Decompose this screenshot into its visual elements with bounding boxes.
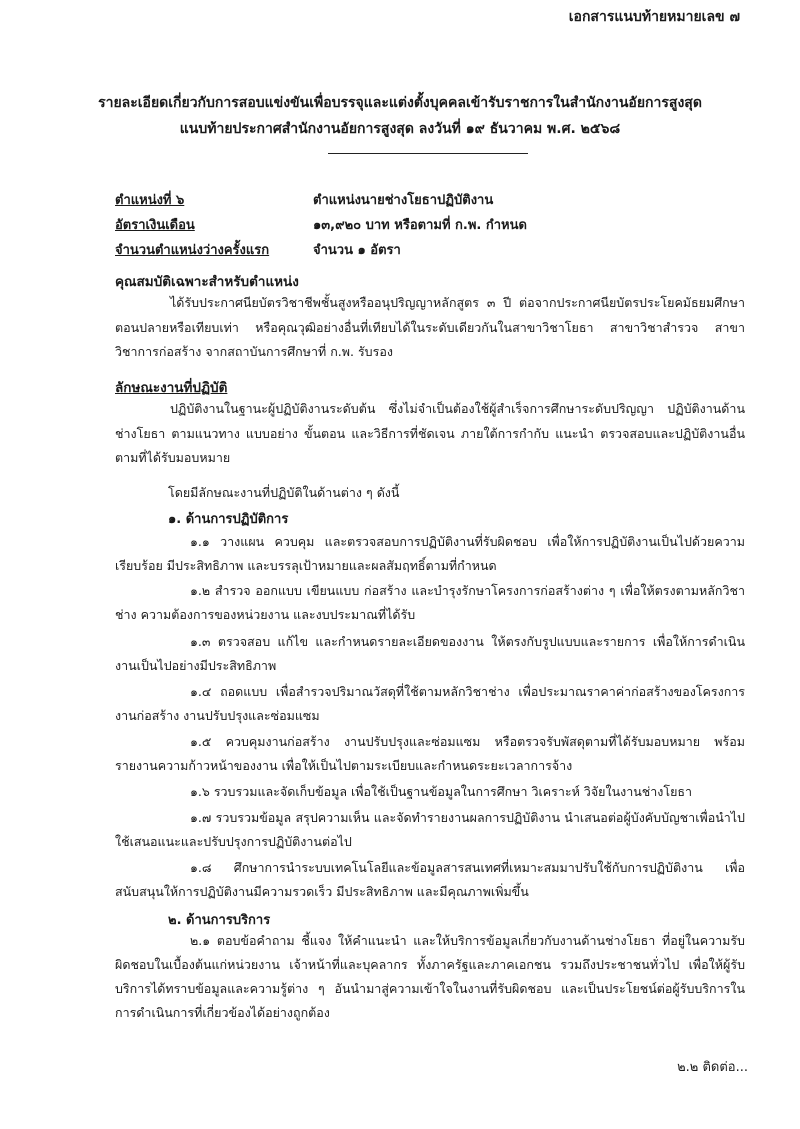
duty-item-1-5: ๑.๕ ควบคุมงานก่อสร้าง งานปรับปรุงและซ่อมแซม หรือตรวจรับพัสดุตามที่ได้รับมอบหมาย พร้อมรายงานความก้าวหน้าของงาน เพื่อให้เป็นไปตามระเบียบและกำหนดระยะเวลาการจ้าง (115, 734, 745, 773)
qualification-text: ได้รับประกาศนียบัตรวิชาชีพชั้นสูงหรืออนุปริญญาหลักสูตร ๓ ปี ต่อจากประกาศนียบัตรประโยคมัธยมศึกษาตอนปลายหรือเทียบเท่า หรือคุณวุฒิอย่างอื่นที่เทียบได้ในระดับเดียวกันในสาขาวิชาโยธา สาขาวิชาสำรวจ สาขาวิชาการก่อสร้าง จากสถาบันการศึกษาที่ ก.พ. รับรอง (115, 295, 745, 359)
salary-label: อัตราเงินเดือน (115, 218, 195, 233)
title-divider (328, 153, 528, 154)
service-item-2-1: ๒.๑ ตอบข้อคำถาม ชี้แจง ให้คำแนะนำ และให้บริการข้อมูลเกี่ยวกับงานด้านช่างโยธา ที่อยู่ในความรับผิดชอบในเบื้องต้นแก่หน่วยงาน เจ้าหน้าที่และบุคลากร ทั้งภาครัฐและภาคเอกชน รวมถึงประชาชนทั่วไป เพื่อให้ผู้รับบริการได้ทราบข้อมูลและความรู้ต่าง ๆ อันนำมาสู่ความเข้าใจในงานที่รับผิดชอบ และเป็นประโยชน์ต่อผู้รับบริการในการดำเนินการที่เกี่ยวข้องได้อย่างถูกต้อง (115, 933, 745, 1020)
duty-item-1-7: ๑.๗ รวบรวมข้อมูล สรุปความเห็น และจัดทำรายงานผลการปฏิบัติงาน นำเสนอต่อผู้บังคับบัญชาเพื่อนำไปใช้เสนอแนะและปรับปรุงการปฏิบัติงานต่อไป (115, 810, 745, 849)
section1-title: ๑. ด้านการปฏิบัติการ (168, 512, 289, 527)
document-title-line2: แนบท้ายประกาศสำนักงานอัยการสูงสุด ลงวันที่ ๑๙ ธันวาคม พ.ศ. ๒๕๖๘ (179, 121, 621, 137)
position-number-label: ตำแหน่งที่ ๖ (115, 193, 185, 208)
vacancy-label: จำนวนตำแหน่งว่างครั้งแรก (115, 243, 270, 258)
duty-item-1-8: ๑.๘ ศึกษาการนำระบบเทคโนโลยีและข้อมูลสารสนเทศที่เหมาะสมมาปรับใช้กับการปฏิบัติงาน เพื่อสนับสนุนให้การปฏิบัติงานมีความรวดเร็ว มีประสิทธิภาพ และมีคุณภาพเพิ่มขึ้น (115, 860, 745, 899)
duty-item-1-3: ๑.๓ ตรวจสอบ แก้ไข และกำหนดรายละเอียดของงาน ให้ตรงกับรูปแบบและรายการ เพื่อให้การดำเนินงานเป็นไปอย่างมีประสิทธิภาพ (115, 634, 745, 673)
duties-intro: ปฏิบัติงานในฐานะผู้ปฏิบัติงานระดับต้น ซึ่งไม่จำเป็นต้องใช้ผู้สำเร็จการศึกษาระดับปริญญา ปฏิบัติงานด้านช่างโยธา ตามแนวทาง แบบอย่าง ขั้นตอน และวิธีการที่ชัดเจน ภายใต้การกำกับ แนะนำ ตรวจสอบและปฏิบัติงานอื่นตามที่ได้รับมอบหมาย (115, 401, 745, 465)
position-name-value: ตำแหน่งนายช่างโยธาปฏิบัติงาน (313, 193, 494, 208)
duty-item-1-1: ๑.๑ วางแผน ควบคุม และตรวจสอบการปฏิบัติงานที่รับผิดชอบ เพื่อให้การปฏิบัติงานเป็นไปด้วยความเรียบร้อย มีประสิทธิภาพ และบรรลุเป้าหมายและผลสัมฤทธิ์ตามที่กำหนด (115, 534, 745, 573)
duty-item-1-6: ๑.๖ รวบรวมและจัดเก็บข้อมูล เพื่อใช้เป็นฐานข้อมูลในการศึกษา วิเคราะห์ วิจัยในงานช่างโยธา (190, 784, 693, 799)
duty-item-1-4: ๑.๔ ถอดแบบ เพื่อสำรวจปริมาณวัสดุที่ใช้ตามหลักวิชาช่าง เพื่อประมาณราคาค่าก่อสร้างของโครงการงานก่อสร้าง งานปรับปรุงและซ่อมแซม (115, 684, 745, 723)
continued-marker: ๒.๒ ติดต่อ... (677, 1060, 748, 1075)
section2-title: ๒. ด้านการบริการ (168, 913, 271, 928)
document-reference: เอกสารแนบท้ายหมายเลข ๗ (568, 9, 740, 25)
salary-value: ๑๓,๙๒๐ บาท หรือตามที่ ก.พ. กำหนด (313, 218, 527, 233)
duties-lead: โดยมีลักษณะงานที่ปฏิบัติในด้านต่าง ๆ ดังนี้ (168, 485, 400, 500)
document-title-line1: รายละเอียดเกี่ยวกับการสอบแข่งขันเพื่อบรรจุและแต่งตั้งบุคคลเข้ารับราชการในสำนักงานอัยการสูงสุด (98, 95, 702, 111)
duty-item-1-2: ๑.๒ สำรวจ ออกแบบ เขียนแบบ ก่อสร้าง และบำรุงรักษาโครงการก่อสร้างต่าง ๆ เพื่อให้ตรงตามหลักวิชาช่าง ความต้องการของหน่วยงาน และงบประมาณที่ได้รับ (115, 583, 745, 622)
vacancy-value: จำนวน ๑ อัตรา (313, 243, 401, 258)
duties-heading: ลักษณะงานที่ปฏิบัติ (115, 380, 228, 396)
qualification-heading: คุณสมบัติเฉพาะสำหรับตำแหน่ง (115, 274, 299, 290)
